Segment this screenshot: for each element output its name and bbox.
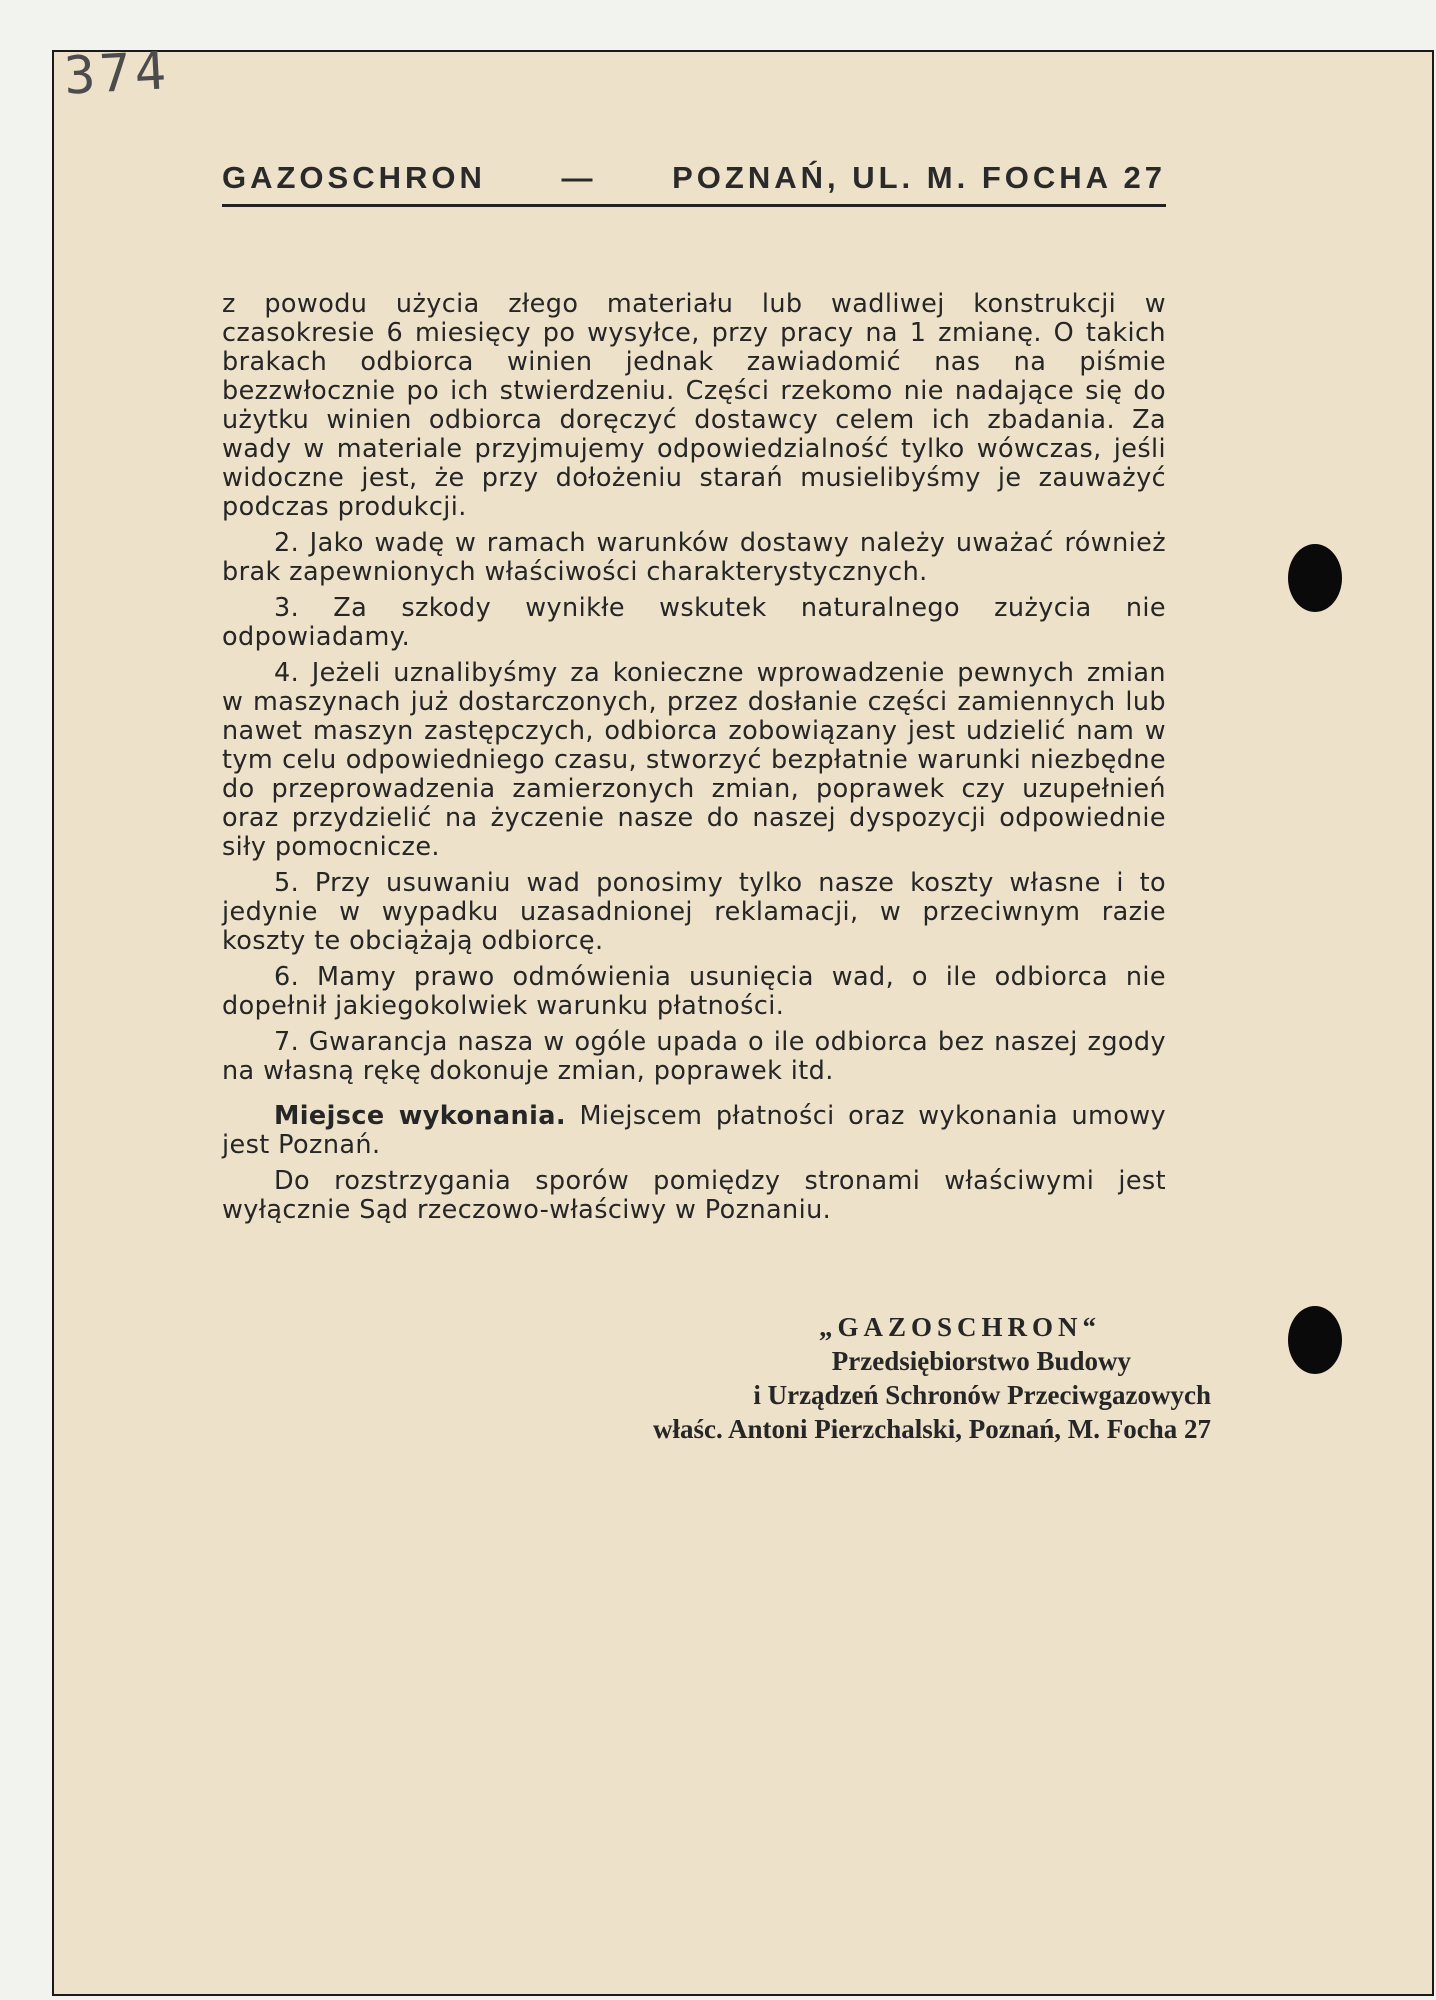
paragraph-continuation: z powodu użycia złego materiału lub wadliwej konstrukcji w czasokresie 6 miesięcy po wysyłce, przy pracy na 1 zmianę. O takich brakach odbiorca winien jednak zawiadomić nas na piśmie bezzwłocznie po ich stwierdzeniu. Części rzekomo nie nadające się do użytku winien odbiorca doręczyć dostawcy celem ich zbadania. Za wady w materiale przyjmujemy odpowiedzialność tylko wówczas, jeśli widoczne jest, że przy dołożeniu starań musielibyśmy je zauważyć podczas produkcji. (222, 289, 1166, 522)
archive-number: 374 (62, 41, 172, 107)
letterhead-company: GAZOSCHRON (222, 160, 486, 195)
signature-line-3: właśc. Antoni Pierzchalski, Poznań, M. Focha 27 (653, 1414, 1211, 1444)
paragraph-5: 5. Przy usuwaniu wad ponosimy tylko nasze koszty własne i to jedynie w wypadku uzasadnionej reklamacji, w przeciwnym razie koszty te obciążają odbiorcę. (222, 868, 1166, 956)
paragraph-4: 4. Jeżeli uznalibyśmy za konieczne wprowadzenie pewnych zmian w maszynach już dostarczonych, przez dosłanie części zamiennych lub nawet maszyn zastępczych, odbiorca zobowiązany jest udzielić nam w tym celu odpowiedniego czasu, stworzyć bezpłatnie warunki niezbędne do przeprowadzenia zamierzonych zmian, poprawek czy uzupełnień oraz przydzielić na życzenie nasze do naszej dyspozycji odpowiednie siły pomocnicze. (222, 658, 1166, 862)
place-label: Miejsce wykonania. (274, 1101, 566, 1131)
paragraph-6: 6. Mamy prawo odmówienia usunięcia wad, o ile odbiorca nie dopełnił jakiegokolwiek warunku płatności. (222, 962, 1166, 1021)
paragraph-2: 2. Jako wadę w ramach warunków dostawy należy uważać również brak zapewnionych właściwości charakterystycznych. (222, 528, 1166, 587)
signature-line-1: Przedsiębiorstwo Budowy (831, 1346, 1131, 1376)
signature-block (653, 1310, 1211, 1446)
punch-hole-top (1288, 544, 1342, 612)
signature-line-2: i Urządzeń Schronów Przeciwgazowych (753, 1380, 1211, 1410)
place-text: Miejscem płatności oraz wykonania umowy jest Poznań. (222, 1101, 1167, 1160)
letterhead-address: POZNAŃ, UL. M. FOCHA 27 (672, 160, 1166, 195)
signature-company: „GAZOSCHRON“ (818, 1312, 1101, 1342)
punch-hole-bottom (1288, 1306, 1342, 1374)
paragraph-3: 3. Za szkody wynikłe wskutek naturalnego zużycia nie odpowiadamy. (222, 593, 1166, 652)
document-body (222, 290, 1166, 1232)
letterhead (222, 160, 1166, 207)
place-of-performance (222, 1102, 1166, 1160)
letterhead-separator: — (561, 160, 597, 195)
jurisdiction-clause: Do rozstrzygania sporów pomiędzy stronami właściwymi jest wyłącznie Sąd rzeczowo-właściwy w Poznaniu. (222, 1166, 1166, 1225)
paragraph-7: 7. Gwarancja nasza w ogóle upada o ile odbiorca bez naszej zgody na własną rękę dokonuje zmian, poprawek itd. (222, 1027, 1166, 1086)
